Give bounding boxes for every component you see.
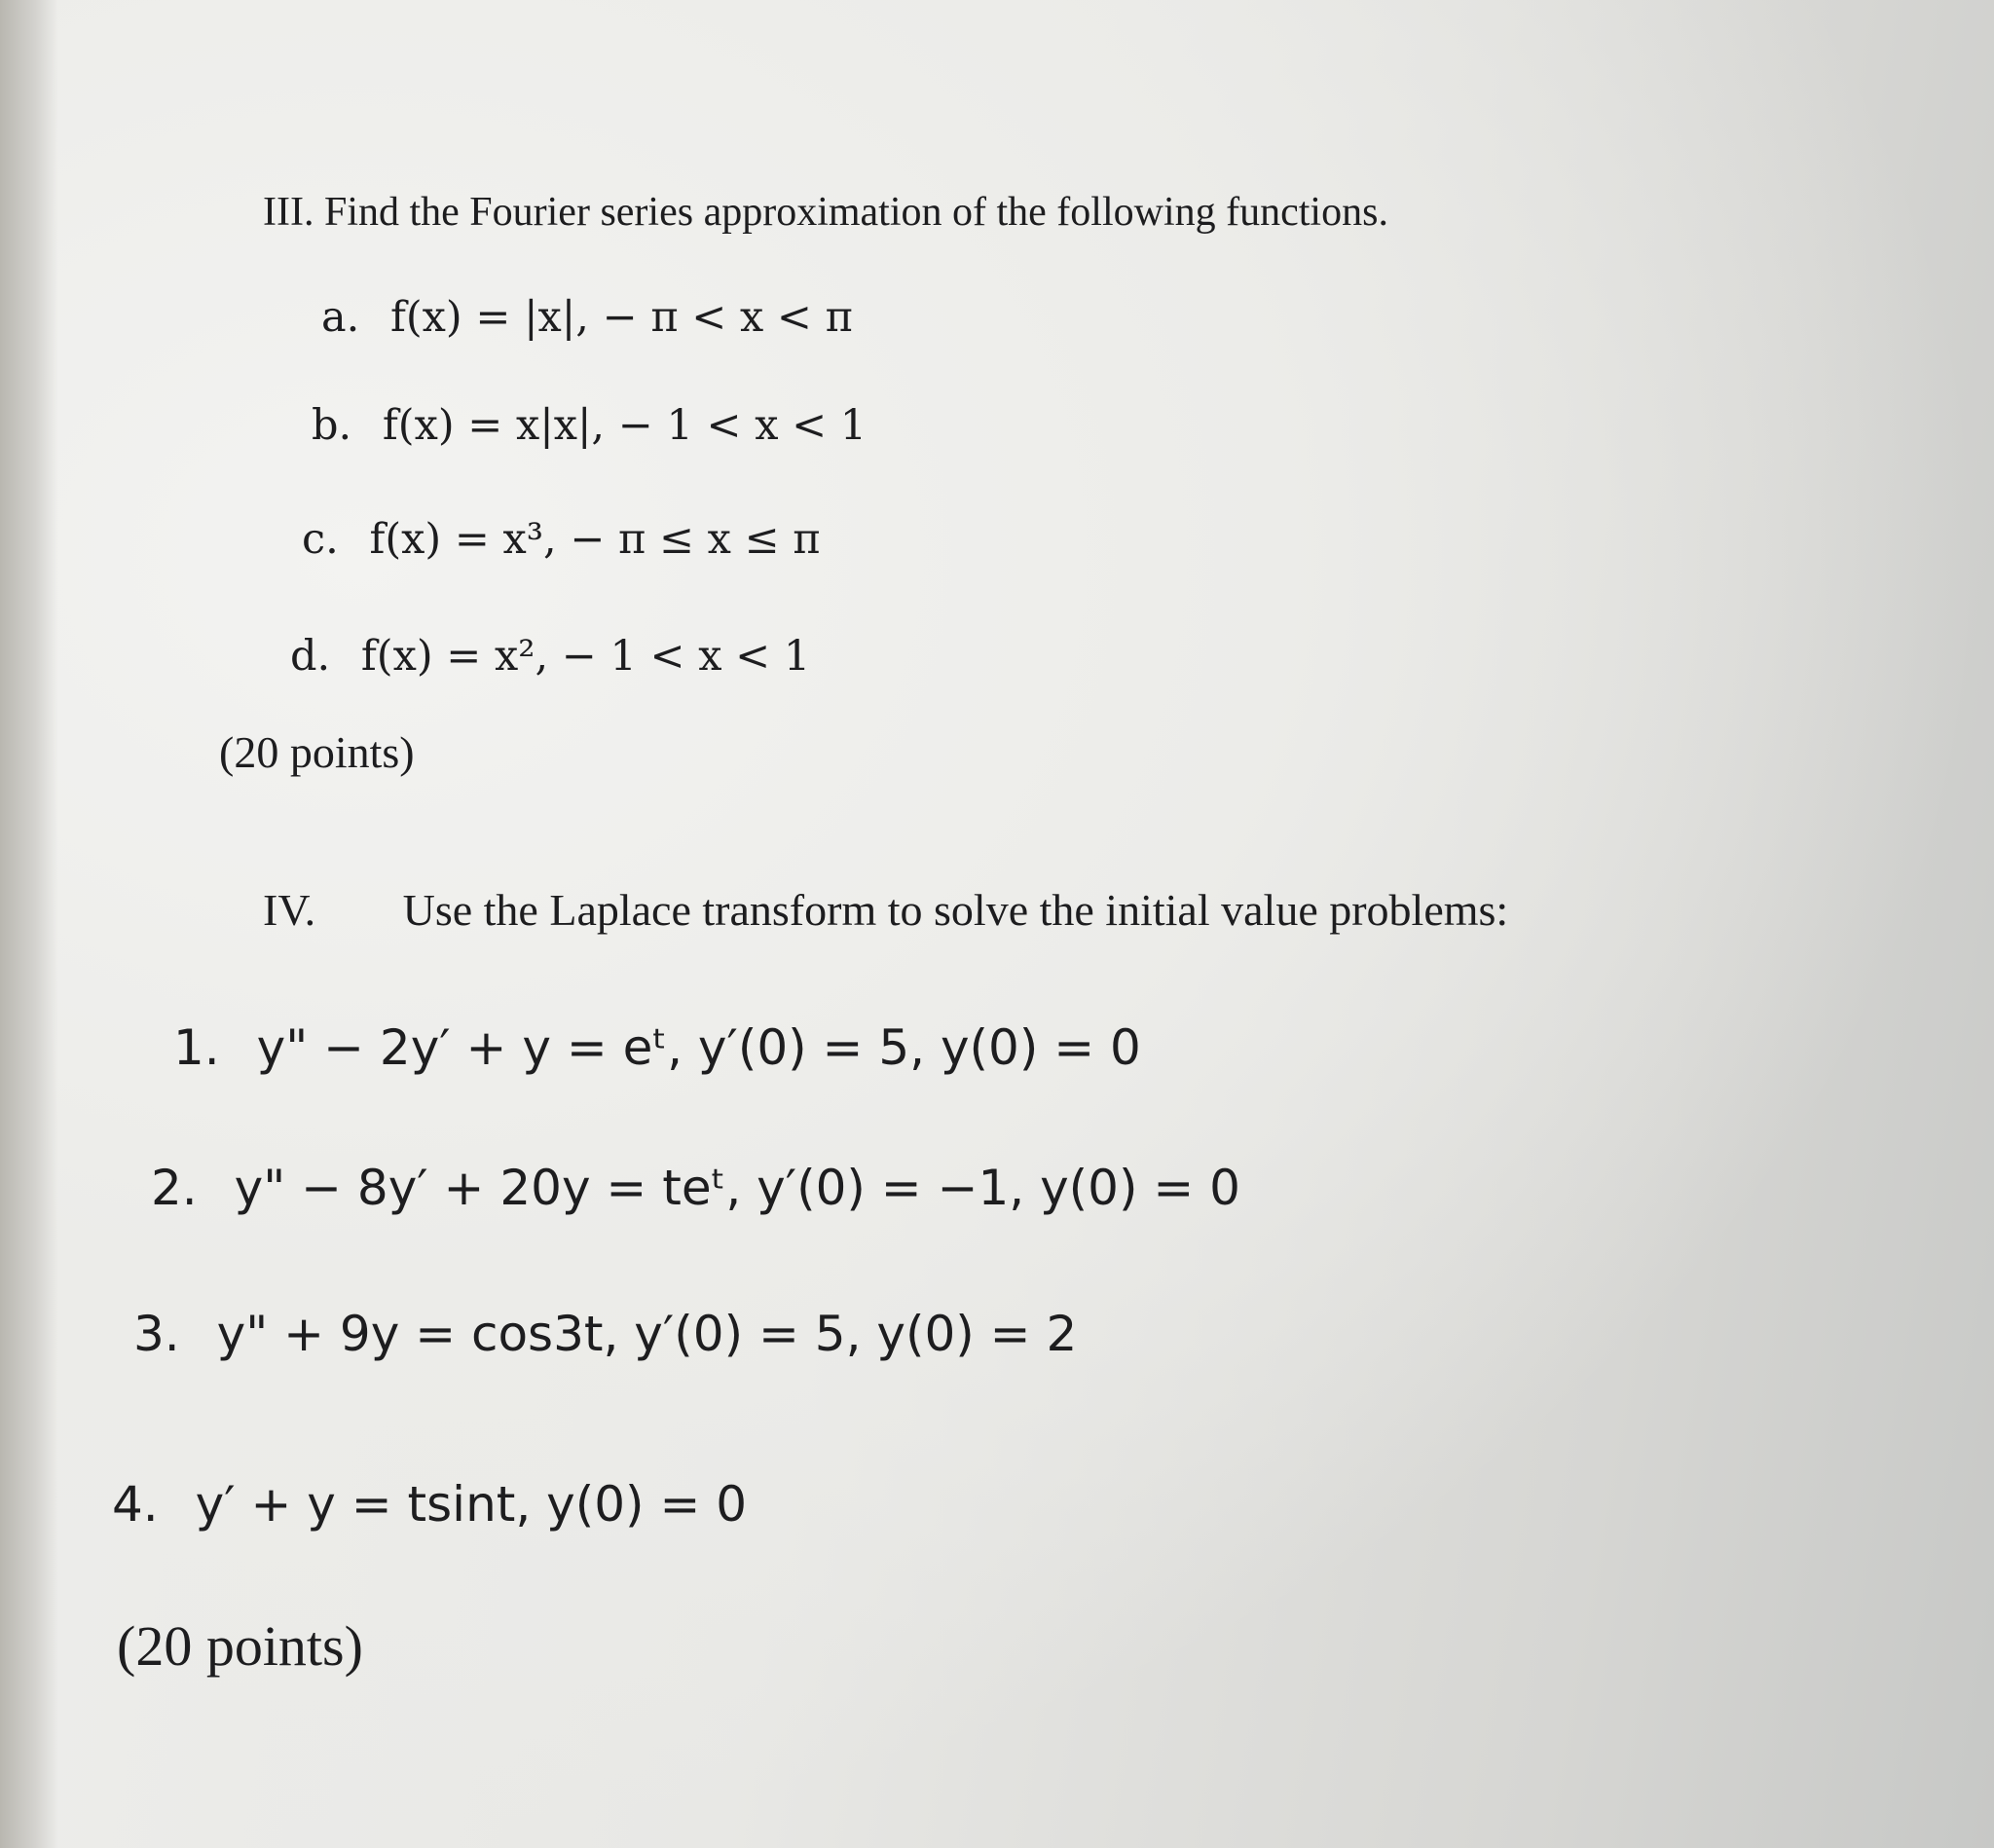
fourier-item-c: [302, 515, 821, 564]
item-expression: y′ + y = tsint, y(0) = 0: [195, 1476, 748, 1533]
section-iv-heading: Use the Laplace transform to solve the initial value problems:: [402, 885, 1509, 935]
section-iii-points: (20 points): [219, 727, 415, 777]
item-label: 4.: [112, 1476, 159, 1533]
section-iii-heading: III. Find the Fourier series approximation of the following functions.: [263, 190, 1388, 235]
item-label: a.: [321, 293, 360, 342]
item-label: 2.: [151, 1160, 198, 1216]
fourier-item-d: [290, 632, 811, 681]
item-label: d.: [290, 632, 331, 681]
item-expression: f(x) = x², − 1 < x < 1: [360, 632, 811, 681]
laplace-item-3: [133, 1306, 1078, 1362]
section-iv-heading-row: [263, 885, 1509, 935]
item-expression: y" − 2y′ + y = eᵗ, y′(0) = 5, y(0) = 0: [256, 1019, 1141, 1076]
item-label: 1.: [173, 1019, 220, 1076]
item-label: 3.: [133, 1306, 180, 1362]
section-iv-numeral: IV.: [263, 885, 316, 935]
laplace-item-2: [151, 1160, 1240, 1216]
item-expression: y" − 8y′ + 20y = teᵗ, y′(0) = −1, y(0) = 0: [234, 1160, 1240, 1216]
fourier-item-a: [321, 293, 853, 342]
item-label: c.: [302, 515, 339, 564]
item-label: b.: [312, 401, 352, 450]
fourier-item-b: [312, 401, 868, 450]
item-expression: f(x) = x|x|, − 1 < x < 1: [382, 401, 868, 450]
laplace-item-4: [112, 1476, 748, 1533]
paper-edge: [0, 0, 58, 1848]
laplace-item-1: [173, 1019, 1141, 1076]
item-expression: f(x) = x³, − π ≤ x ≤ π: [369, 515, 821, 564]
item-expression: f(x) = |x|, − π < x < π: [389, 293, 853, 342]
item-expression: y" + 9y = cos3t, y′(0) = 5, y(0) = 2: [216, 1306, 1078, 1362]
section-iv-points: (20 points): [117, 1614, 363, 1678]
